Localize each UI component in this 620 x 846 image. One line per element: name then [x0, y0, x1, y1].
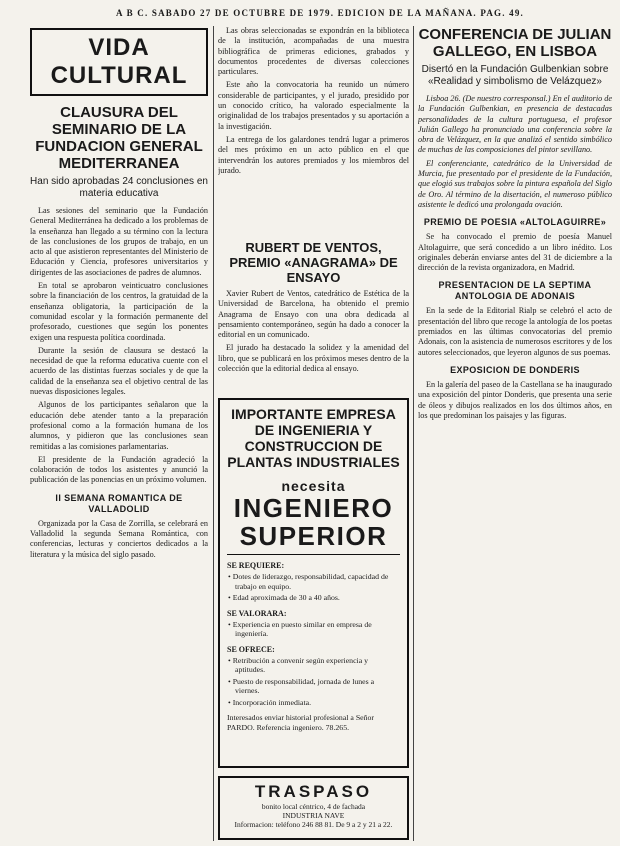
article-paragraph: Lisboa 26. (De nuestro corresponsal.) En el auditorio de la Fundación Gulbenkian, en presencia de destacadas personalidades de la cultura portuguesa, el profesor Julián Gallego ha pronunciado una conferencia sobre la obra de Velázquez, en la que analizó el sentido simbólico de muchas de las composiciones del pintor sevillano. — [418, 94, 612, 155]
article-paragraph: Las obras seleccionadas se expondrán en la biblioteca de la institución, acompañadas de una muestra bibliográfica de primeras ediciones, grabados y documentos procedentes de diversas colecciones particulares. — [218, 26, 409, 77]
ad-necesita: necesita — [281, 478, 346, 494]
ad-list-item: • Puesto de responsabilidad, jornada de lunes a viernes. — [228, 676, 375, 695]
article-paragraph: El conferenciante, catedrático de la Universidad de Murcia, fue presentado por el presidente de la Fundación, que elogió sus trabajos sobre la pintura española del Siglo de Oro. Al término de la disertación, el numeroso público asistente le dedicó una prolongada ovación. — [418, 158, 612, 209]
ad-list-item: • Incorporación inmediata. — [228, 697, 312, 707]
article-paragraph: El presidente de la Fundación agradeció la colaboración de todos los asistentes y anunció la publicación de las ponencias en un próximo volumen. — [30, 454, 208, 485]
ad-item-text: Experiencia en puesto similar en empresa de ingeniería. — [232, 619, 372, 638]
article-paragraph: Organizada por la Casa de Zorrilla, se celebrará en Valladolid la segunda Semana Romántica, con conferencias, lecturas y conciertos dedicados a la literatura y la música del siglo pasado. — [30, 518, 208, 559]
article-paragraph: En la sede de la Editorial Rialp se celebró el acto de presentación del libro que recoge la antología de los poetas premiados en las últimas convocatorias del premio Adonais, con la asistencia de numerosos escritores y de los autores seleccionados, que leyeron algunos de sus poemas. — [418, 306, 612, 357]
article-headline: PRESENTACION DE LA SEPTIMA ANTOLOGIA DE ADONAIS — [438, 280, 592, 302]
article-paragraph: Las sesiones del seminario que la Fundación General Mediterránea ha dedicado a los problemas de la enseñanza han llegado a su término con la lectura de las conclusiones de los grupos de trabajo, en un acto al que asistieron representantes del Ministerio de Educación y Ciencia, profesores universitarios y dirigentes de las asociaciones de padres de alumnos. — [30, 206, 208, 277]
traspaso-line: Informacion: teléfono 246 88 81. De 9 a 2 y 21 a 22. — [234, 820, 393, 829]
ad-section-label: SE REQUIERE: — [227, 561, 285, 570]
article-paragraph: La entrega de los galardones tendrá lugar a primeros del mes próximo en un acto público en el que intervendrán los autores premiados y los miembros del jurado. — [218, 134, 409, 175]
article-subheadline: Disertó en la Fundación Gulbenkian sobre «Realidad y simbolismo de Velázquez» — [421, 64, 609, 87]
traspaso-line: bonito local céntrico, 4 de fachada — [261, 802, 366, 811]
article-paragraph: Xavier Rubert de Ventos, catedrático de Estética de la Universidad de Barcelona, ha obtenido el premio Anagrama de Ensayo con una obra dedicada al pensamiento contemporáneo, según ha dado a conocer la editorial en un comunicado. — [218, 289, 409, 340]
traspaso-line: INDUSTRIA NAVE — [282, 811, 345, 820]
section-banner: VIDA CULTURAL — [30, 28, 208, 96]
article-paragraph: Se ha convocado el premio de poesía Manuel Altolaguirre, que será concedido a un libro inédito. Los originales deberán enviarse antes del 31 de diciembre a la dirección de la revista organizadora, en Madrid. — [418, 232, 612, 273]
column-2-article — [218, 238, 409, 388]
ad-item-text: Incorporación inmediata. — [232, 697, 312, 707]
column-1 — [30, 26, 208, 841]
article-paragraph: Durante la sesión de clausura se destacó la necesidad de que la reforma educativa cuente con el acuerdo de las distintas fuerzas sociales y de que la calidad de la enseñanza sea el objetivo central de las nuevas disposiciones legales. — [30, 345, 208, 397]
article-paragraph: Este año la convocatoria ha reunido un número considerable de participantes, y el jurado, presidido por un conocido crítico, ha valorado especialmente la originalidad de los trabajos presentados y su aportación a la investigación. — [218, 80, 409, 131]
ad-list-item: • Edad aproximada de 30 a 40 años. — [228, 593, 340, 602]
traspaso-advertisement — [218, 776, 409, 840]
page-header: A B C. SABADO 27 DE OCTUBRE DE 1979. EDICION DE LA MAÑANA. PAG. 49. — [115, 8, 524, 18]
ad-role: INGENIERO SUPERIOR — [233, 493, 394, 551]
column-3 — [418, 26, 612, 841]
ad-item-text: Puesto de responsabilidad, jornada de lunes a viernes. — [232, 676, 375, 695]
article-headline: EXPOSICION DE DONDERIS — [450, 364, 580, 375]
ad-footer: Interesados enviar historial profesional a Señor PARDO. Referencia ingeniero. 78.265. — [227, 713, 375, 732]
job-advertisement — [218, 398, 409, 768]
article-paragraph: En total se aprobaron veinticuatro conclusiones sobre la financiación de los centros, la gratuidad de la enseñanza obligatoria, la participación de la comunidad escolar y la formación permanente del profesorado, cuestiones que según los ponentes exigen una respuesta política coordinada. — [30, 281, 208, 342]
traspaso-title: TRASPASO — [254, 782, 373, 801]
article-paragraph: Algunos de los participantes señalaron que la educación debe atender tanto a la preparación profesional como a la formación humana de los alumnos, y pidieron que las conclusiones sean remitidas a las comisiones parlamentarias. — [30, 400, 208, 451]
ad-list-item: • Dotes de liderazgo, responsabilidad, capacidad de trabajo en equipo. — [228, 572, 389, 591]
article-headline: CONFERENCIA DE JULIAN GALLEGO, EN LISBOA — [418, 26, 612, 60]
ad-list-item: • Experiencia en puesto similar en empresa de ingeniería. — [228, 619, 372, 638]
ad-item-text: Retribución a convenir según experiencia y aptitudes. — [232, 655, 368, 674]
ad-section-label: SE VALORARA: — [227, 608, 287, 618]
article-headline: II SEMANA ROMANTICA DE VALLADOLID — [55, 492, 183, 514]
article-subheadline: Han sido aprobadas 24 conclusiones en materia educativa — [30, 176, 208, 199]
article-paragraph: En la galería del paseo de la Castellana se ha inaugurado una exposición del pintor Donderis, que presenta una serie de óleos y dibujos realizados en los dos últimos años, en los que predominan los paisajes y las figuras. — [418, 379, 612, 420]
ad-list-item: • Retribución a convenir según experiencia y aptitudes. — [228, 655, 368, 674]
column-2-top — [218, 26, 409, 254]
article-headline: RUBERT DE VENTOS, PREMIO «ANAGRAMA» DE ENSAYO — [229, 240, 398, 285]
ad-section-label: SE OFRECE: — [227, 644, 275, 654]
ad-headline: IMPORTANTE EMPRESA DE INGENIERIA Y CONSTRUCCION DE PLANTAS INDUSTRIALES — [227, 406, 400, 470]
column-divider — [213, 26, 214, 841]
article-paragraph: El jurado ha destacado la solidez y la amenidad del libro, que se publicará en los próximos meses dentro de la colección que la editorial dedica al ensayo. — [218, 343, 409, 374]
ad-item-text: Edad aproximada de 30 a 40 años. — [232, 593, 340, 602]
article-headline: CLAUSURA DEL SEMINARIO DE LA FUNDACION GENERAL MEDITERRANEA — [35, 104, 203, 172]
ad-item-text: Dotes de liderazgo, responsabilidad, capacidad de trabajo en equipo. — [232, 572, 389, 591]
divider — [227, 554, 400, 555]
column-divider — [413, 26, 414, 841]
article-headline: PREMIO DE POESIA «ALTOLAGUIRRE» — [423, 217, 607, 228]
